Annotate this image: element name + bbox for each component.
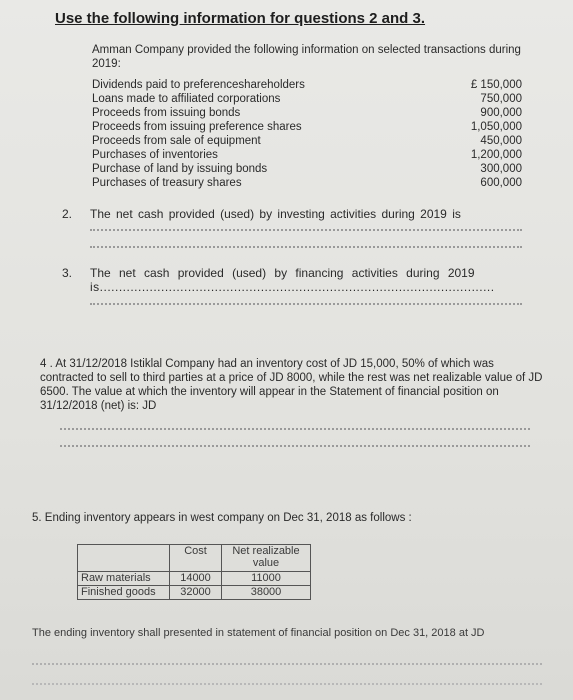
answer-line bbox=[32, 683, 542, 685]
transaction-label: Loans made to affiliated corporations bbox=[92, 93, 281, 105]
transaction-amount: 900,000 bbox=[480, 107, 522, 119]
answer-line bbox=[90, 303, 522, 305]
row-item: Raw materials bbox=[78, 572, 170, 586]
question-2-text: The net cash provided (used) by investing activities during 2019 is bbox=[90, 207, 461, 221]
row-cost: 14000 bbox=[170, 572, 222, 586]
answer-line bbox=[32, 663, 542, 665]
transaction-label: Purchases of treasury shares bbox=[92, 177, 242, 189]
table-row bbox=[78, 572, 311, 586]
transaction-label: Proceeds from issuing bonds bbox=[92, 107, 241, 119]
row-nrv: 38000 bbox=[222, 586, 311, 600]
transaction-label: Dividends paid to preferenceshareholders bbox=[92, 79, 305, 91]
transaction-amount: £ 150,000 bbox=[470, 79, 522, 91]
question-3-number: 3. bbox=[62, 266, 73, 280]
transaction-label: Purchases of inventories bbox=[92, 149, 218, 161]
transaction-row bbox=[92, 78, 522, 92]
transaction-row bbox=[92, 92, 522, 106]
question-5-ending-text: The ending inventory shall presented in statement of financial position on Dec 31, 2018 at JD bbox=[32, 627, 485, 639]
inventory-table bbox=[77, 544, 311, 600]
answer-line bbox=[90, 229, 522, 231]
transaction-row bbox=[92, 162, 522, 176]
question-2-number: 2. bbox=[62, 207, 73, 221]
row-nrv: 11000 bbox=[222, 572, 311, 586]
transaction-row bbox=[92, 106, 522, 120]
transaction-amount: 300,000 bbox=[480, 163, 522, 175]
row-cost: 32000 bbox=[170, 586, 222, 600]
transaction-row bbox=[92, 176, 522, 190]
table-row bbox=[78, 586, 311, 600]
transaction-amount: 1,200,000 bbox=[470, 149, 522, 161]
transaction-amount: 1,050,000 bbox=[470, 121, 522, 133]
transaction-row bbox=[92, 120, 522, 134]
transaction-amount: 750,000 bbox=[480, 93, 522, 105]
question-3-continuation: is....................................................................................................... bbox=[90, 280, 495, 294]
question-3-text: The net cash provided (used) by financing activities during 2019 bbox=[90, 266, 475, 280]
table-header-row bbox=[78, 545, 311, 572]
transaction-row bbox=[92, 134, 522, 148]
section-heading: Use the following information for questions 2 and 3. bbox=[55, 10, 426, 27]
question-5-text: 5. Ending inventory appears in west company on Dec 31, 2018 as follows : bbox=[32, 512, 412, 524]
answer-line bbox=[60, 428, 530, 430]
header-cell-nrv: Net realizable value bbox=[222, 545, 311, 572]
transaction-label: Purchase of land by issuing bonds bbox=[92, 163, 268, 175]
question-4-text: 4 . At 31/12/2018 Istiklal Company had an inventory cost of JD 15,000, 50% of which was contracted to sell to third parties at a price of JD 8000, while the rest was net realizable value of JD 6500. The value at which the inventory will appear in the Statement of financial position on 31/12/2018 (net) is: JD bbox=[40, 358, 543, 412]
answer-line bbox=[60, 445, 530, 447]
transaction-amount: 450,000 bbox=[480, 135, 522, 147]
transaction-row bbox=[92, 148, 522, 162]
header-cell-empty bbox=[78, 545, 170, 572]
answer-line bbox=[90, 246, 522, 248]
intro-text: Amman Company provided the following information on selected transactions during 2019: bbox=[92, 44, 521, 70]
transaction-label: Proceeds from sale of equipment bbox=[92, 135, 261, 147]
transaction-label: Proceeds from issuing preference shares bbox=[92, 121, 302, 133]
row-item: Finished goods bbox=[78, 586, 170, 600]
transaction-amount: 600,000 bbox=[480, 177, 522, 189]
header-cell-cost: Cost bbox=[170, 545, 222, 572]
